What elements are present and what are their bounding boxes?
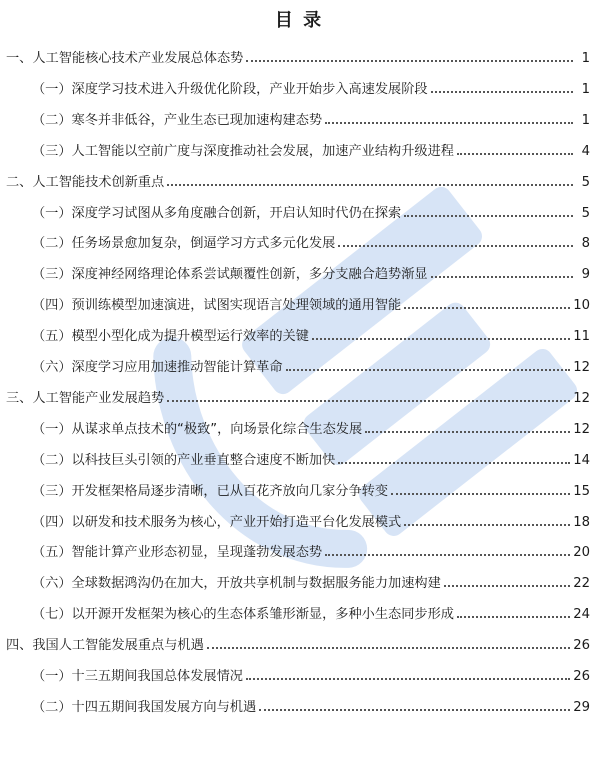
toc-entry-title: （六）全球数据鸿沟仍在加大，开放共享机制与数据服务能力加速构建	[32, 576, 441, 592]
toc-entry-title: 四、我国人工智能发展重点与机遇	[6, 638, 204, 654]
toc-page-number: 15	[573, 483, 590, 499]
dot-leader	[312, 334, 570, 340]
toc-subsection-entry[interactable]	[0, 658, 598, 684]
dot-leader	[259, 705, 570, 711]
toc-entry-title: （一）深度学习技术进入升级优化阶段，产业开始步入高速发展阶段	[32, 81, 428, 97]
toc-entry-title: （四）以研发和技术服务为核心，产业开始打造平台化发展模式	[32, 514, 402, 530]
toc-page-number: 11	[573, 329, 590, 345]
toc-entry-title: （二）以科技巨头引领的产业垂直整合速度不断加快	[32, 452, 336, 468]
dot-leader	[431, 87, 573, 93]
toc-page-number: 29	[573, 699, 590, 715]
toc-entry-title: 三、人工智能产业发展趋势	[6, 390, 165, 406]
toc-entry-title: （五）模型小型化成为提升模型运行效率的关键	[32, 329, 309, 345]
toc-entry-title: （五）智能计算产业形态初显，呈现蓬勃发展态势	[32, 545, 323, 561]
toc-subsection-entry[interactable]	[0, 133, 598, 159]
toc-page-number: 22	[573, 576, 590, 592]
toc-section-entry[interactable]	[0, 40, 598, 66]
toc-subsection-entry[interactable]	[0, 287, 598, 313]
toc-entry-title: （三）人工智能以空前广度与深度推动社会发展，加速产业结构升级进程	[32, 143, 454, 159]
toc-section-entry[interactable]	[0, 164, 598, 190]
toc-page-number: 9	[581, 267, 590, 283]
toc-entry-title: 一、人工智能核心技术产业发展总体态势	[6, 51, 244, 66]
toc-subsection-entry[interactable]	[0, 534, 598, 560]
toc-subsection-entry[interactable]	[0, 565, 598, 591]
dot-leader	[444, 581, 570, 587]
toc-section-entry[interactable]	[0, 627, 598, 653]
toc-subsection-entry[interactable]	[0, 411, 598, 437]
dot-leader	[325, 118, 573, 124]
dot-leader	[338, 458, 570, 464]
toc-entry-title: （二）十四五期间我国发展方向与机遇	[32, 699, 257, 715]
dot-leader	[325, 550, 570, 556]
toc-page-number: 5	[581, 205, 590, 221]
dot-leader	[286, 365, 571, 371]
toc-entry-title: （二）任务场景愈加复杂，倒逼学习方式多元化发展	[32, 236, 336, 252]
dot-leader	[457, 149, 573, 155]
toc-entry-title: （一）十三五期间我国总体发展情况	[32, 669, 243, 684]
toc-entry-title: （一）从谋求单点技术的“极致”，向场景化综合生态发展	[32, 421, 363, 437]
toc-entry-title: （二）寒冬并非低谷，产业生态已现加速构建态势	[32, 112, 323, 128]
dot-leader	[207, 643, 570, 649]
dot-leader	[404, 303, 570, 309]
toc-subsection-entry[interactable]	[0, 195, 598, 221]
toc-subsection-entry[interactable]	[0, 256, 598, 282]
dot-leader	[365, 427, 570, 433]
toc-subsection-entry[interactable]	[0, 689, 598, 715]
toc-page-number: 8	[581, 236, 590, 252]
toc-section-entry[interactable]	[0, 380, 598, 406]
toc-subsection-entry[interactable]	[0, 71, 598, 97]
toc-title: 目 录	[274, 10, 324, 31]
toc-page-number: 1	[581, 51, 590, 66]
dot-leader	[391, 489, 570, 495]
toc-page-number: 26	[573, 638, 590, 654]
toc-page-number: 1	[581, 81, 590, 97]
toc-entry-title: 二、人工智能技术创新重点	[6, 174, 165, 190]
toc-entry-title: （六）深度学习应用加速推动智能计算革命	[32, 360, 283, 375]
dot-leader	[431, 272, 573, 278]
dot-leader	[404, 520, 570, 526]
toc-page-number: 26	[573, 669, 590, 684]
toc-page-number: 1	[581, 112, 590, 128]
dot-leader	[338, 241, 573, 247]
dot-leader	[246, 56, 573, 62]
toc-entry-title: （三）深度神经网络理论体系尝试颠覆性创新，多分支融合趋势渐显	[32, 267, 428, 283]
dot-leader	[246, 674, 570, 680]
toc-subsection-entry[interactable]	[0, 442, 598, 468]
toc-subsection-entry[interactable]	[0, 473, 598, 499]
toc-page-number: 12	[573, 360, 590, 375]
toc-page-number: 10	[573, 298, 590, 314]
toc-page-number: 12	[573, 421, 590, 437]
toc-page-number: 5	[581, 174, 590, 190]
toc-page-number: 24	[573, 607, 590, 623]
toc-subsection-entry[interactable]	[0, 318, 598, 344]
toc-page-number: 4	[581, 143, 590, 159]
toc-entry-title: （四）预训练模型加速演进，试图实现语言处理领域的通用智能	[32, 298, 402, 314]
toc-page-number: 18	[573, 514, 590, 530]
toc-page-number: 20	[573, 545, 590, 561]
toc-subsection-entry[interactable]	[0, 349, 598, 375]
toc-page-number: 14	[573, 452, 590, 468]
dot-leader	[167, 396, 570, 402]
toc-subsection-entry[interactable]	[0, 225, 598, 251]
toc-subsection-entry[interactable]	[0, 504, 598, 530]
toc-entry-title: （三）开发框架格局逐步清晰，已从百花齐放向几家分争转变	[32, 483, 389, 499]
toc-entry-title: （一）深度学习试图从多角度融合创新，开启认知时代仍在探索	[32, 205, 402, 221]
dot-leader	[167, 180, 573, 186]
toc-entry-title: （七）以开源开发框架为核心的生态体系雏形渐显，多种小生态同步形成	[32, 607, 454, 623]
toc-page-number: 12	[573, 390, 590, 406]
dot-leader	[457, 612, 570, 618]
toc-subsection-entry[interactable]	[0, 596, 598, 622]
toc-subsection-entry[interactable]	[0, 102, 598, 128]
dot-leader	[404, 211, 573, 217]
